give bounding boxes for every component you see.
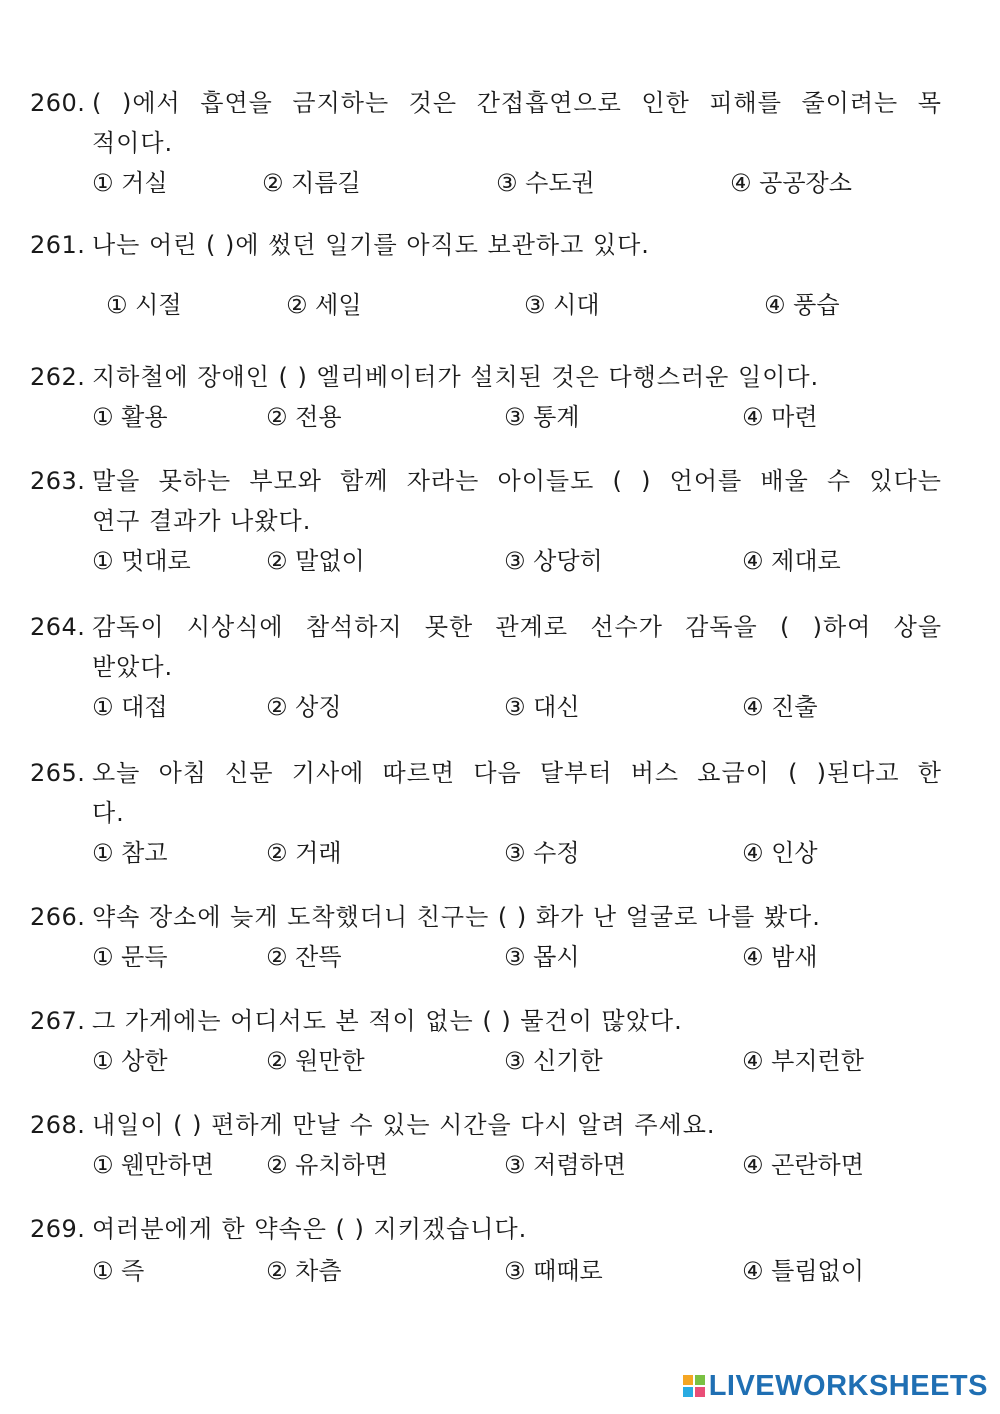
answer-option-4[interactable]: ④ 공공장소: [730, 169, 852, 197]
answer-option-1[interactable]: ① 즉: [92, 1257, 145, 1285]
logo-square-icon: [683, 1387, 693, 1397]
answer-option-2[interactable]: ② 상징: [266, 693, 342, 721]
logo-square-icon: [683, 1375, 693, 1385]
question-text-line: 여러분에게 한 약속은 ( ) 지키겠습니다.: [92, 1215, 528, 1243]
answer-option-1[interactable]: ① 상한: [92, 1047, 168, 1075]
answer-option-3[interactable]: ③ 몹시: [504, 943, 580, 971]
answer-option-1[interactable]: ① 대접: [92, 693, 168, 721]
answer-option-2[interactable]: ② 잔뜩: [266, 943, 342, 971]
question-text-line: ( )에서 흡연을 금지하는 것은 간접흡연으로 인한 피해를 줄이려는 목: [92, 89, 942, 117]
question-number: 263.: [30, 467, 86, 495]
question-number: 268.: [30, 1111, 86, 1139]
question-text-line: 오늘 아침 신문 기사에 따르면 다음 달부터 버스 요금이 ( )된다고 한: [92, 759, 942, 787]
logo-mark-icon: [683, 1375, 705, 1397]
liveworksheets-logo: [683, 1370, 988, 1402]
answer-option-1[interactable]: ① 활용: [92, 403, 168, 431]
logo-square-icon: [695, 1375, 705, 1385]
answer-option-4[interactable]: ④ 마련: [742, 403, 818, 431]
answer-option-1[interactable]: ① 웬만하면: [92, 1151, 214, 1179]
answer-option-2[interactable]: ② 말없이: [266, 547, 365, 575]
answer-option-4[interactable]: ④ 인상: [742, 839, 818, 867]
answer-option-2[interactable]: ② 거래: [266, 839, 342, 867]
answer-option-2[interactable]: ② 차츰: [266, 1257, 342, 1285]
answer-option-2[interactable]: ② 세일: [286, 291, 362, 319]
question-number: 266.: [30, 903, 86, 931]
question-text-line: 약속 장소에 늦게 도착했더니 친구는 ( ) 화가 난 얼굴로 나를 봤다.: [92, 903, 821, 931]
answer-option-3[interactable]: ③ 수도권: [496, 169, 595, 197]
answer-option-4[interactable]: ④ 진출: [742, 693, 818, 721]
question-number: 267.: [30, 1007, 86, 1035]
answer-option-4[interactable]: ④ 제대로: [742, 547, 841, 575]
logo-square-icon: [695, 1387, 705, 1397]
answer-option-3[interactable]: ③ 때때로: [504, 1257, 603, 1285]
question-text-line: 연구 결과가 나왔다.: [92, 507, 312, 535]
answer-option-3[interactable]: ③ 상당히: [504, 547, 603, 575]
answer-option-3[interactable]: ③ 대신: [504, 693, 580, 721]
question-text-line: 나는 어린 ( )에 썼던 일기를 아직도 보관하고 있다.: [92, 231, 650, 259]
answer-option-4[interactable]: ④ 밤새: [742, 943, 818, 971]
question-number: 262.: [30, 363, 86, 391]
question-text-line: 그 가게에는 어디서도 본 적이 없는 ( ) 물건이 많았다.: [92, 1007, 683, 1035]
answer-option-2[interactable]: ② 지름길: [262, 169, 361, 197]
answer-option-4[interactable]: ④ 틀림없이: [742, 1257, 864, 1285]
question-text-line: 받았다.: [92, 653, 174, 681]
answer-option-3[interactable]: ③ 수정: [504, 839, 580, 867]
answer-option-1[interactable]: ① 시절: [106, 291, 182, 319]
question-text-line: 내일이 ( ) 편하게 만날 수 있는 시간을 다시 알려 주세요.: [92, 1111, 716, 1139]
answer-option-4[interactable]: ④ 풍습: [764, 291, 840, 319]
brand-name: LIVEWORKSHEETS: [708, 1369, 988, 1402]
question-number: 269.: [30, 1215, 86, 1243]
answer-option-2[interactable]: ② 유치하면: [266, 1151, 388, 1179]
answer-option-1[interactable]: ① 문득: [92, 943, 168, 971]
question-number: 264.: [30, 613, 86, 641]
answer-option-3[interactable]: ③ 신기한: [504, 1047, 603, 1075]
answer-option-4[interactable]: ④ 곤란하면: [742, 1151, 864, 1179]
answer-option-1[interactable]: ① 거실: [92, 169, 168, 197]
question-text-line: 감독이 시상식에 참석하지 못한 관계로 선수가 감독을 ( )하여 상을: [92, 613, 942, 641]
answer-option-2[interactable]: ② 전용: [266, 403, 342, 431]
question-number: 260.: [30, 89, 86, 117]
question-text-line: 말을 못하는 부모와 함께 자라는 아이들도 ( ) 언어를 배울 수 있다는: [92, 467, 942, 495]
answer-option-3[interactable]: ③ 통계: [504, 403, 580, 431]
question-text-line: 지하철에 장애인 ( ) 엘리베이터가 설치된 것은 다행스러운 일이다.: [92, 363, 820, 391]
answer-option-3[interactable]: ③ 시대: [524, 291, 600, 319]
answer-option-4[interactable]: ④ 부지런한: [742, 1047, 864, 1075]
answer-option-1[interactable]: ① 멋대로: [92, 547, 191, 575]
answer-option-2[interactable]: ② 원만한: [266, 1047, 365, 1075]
question-text-line: 다.: [92, 799, 125, 827]
question-number: 261.: [30, 231, 86, 259]
question-text-line: 적이다.: [92, 129, 174, 157]
question-number: 265.: [30, 759, 86, 787]
answer-option-3[interactable]: ③ 저렴하면: [504, 1151, 626, 1179]
answer-option-1[interactable]: ① 참고: [92, 839, 168, 867]
